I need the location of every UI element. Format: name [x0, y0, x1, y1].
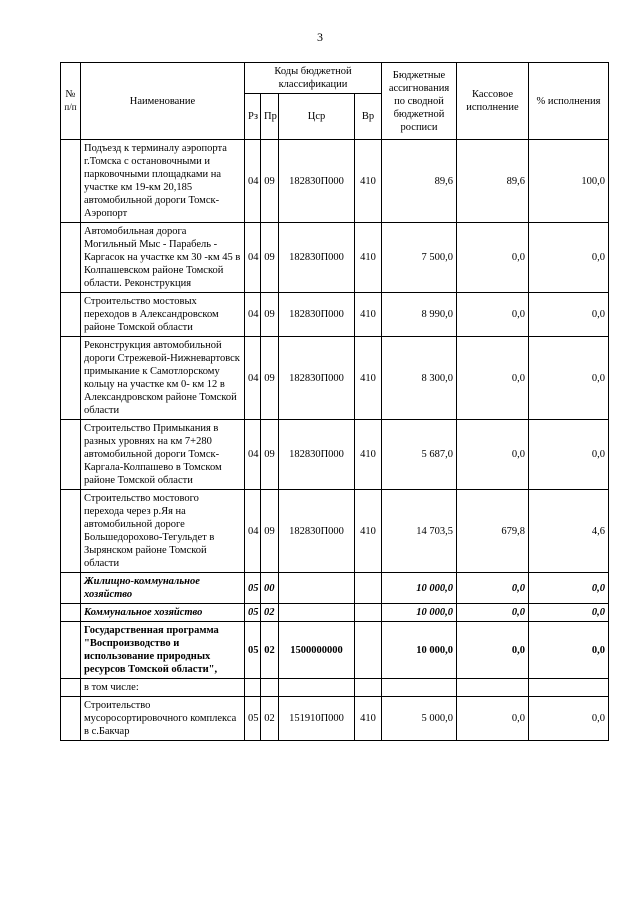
cell-budget: 5 000,0 — [382, 697, 457, 741]
cell-rz: 04 — [245, 223, 261, 293]
cell-number — [61, 604, 81, 622]
cell-csr: 182830П000 — [279, 337, 355, 420]
cell-rz: 04 — [245, 293, 261, 337]
cell-pr — [261, 679, 279, 697]
cell-name: Строительство мостового перехода через р.Яя на автомобильной дороге Большедорохово-Тегульдет в Зырянском районе Томской области — [81, 490, 245, 573]
cell-rz: 05 — [245, 697, 261, 741]
cell-pr: 09 — [261, 490, 279, 573]
cell-rz: 04 — [245, 337, 261, 420]
header-pr: Пр — [261, 94, 279, 140]
cell-csr: 182830П000 — [279, 223, 355, 293]
header-name: Наименование — [81, 63, 245, 140]
cell-percent: 0,0 — [529, 697, 609, 741]
cell-rz: 05 — [245, 604, 261, 622]
cell-cash: 0,0 — [457, 223, 529, 293]
cell-cash: 0,0 — [457, 573, 529, 604]
table-row — [61, 697, 609, 741]
cell-percent — [529, 679, 609, 697]
cell-number — [61, 697, 81, 741]
cell-vr: 410 — [355, 697, 382, 741]
cell-percent: 0,0 — [529, 337, 609, 420]
table-row — [61, 223, 609, 293]
header-rz: Рз — [245, 94, 261, 140]
table-row — [61, 573, 609, 604]
cell-pr: 00 — [261, 573, 279, 604]
cell-cash: 0,0 — [457, 697, 529, 741]
budget-table — [60, 62, 609, 741]
cell-rz: 05 — [245, 573, 261, 604]
cell-pr: 02 — [261, 622, 279, 679]
cell-number — [61, 337, 81, 420]
cell-budget: 8 990,0 — [382, 293, 457, 337]
cell-name: Государственная программа "Воспроизводство и использование природных ресурсов Томской области", — [81, 622, 245, 679]
cell-cash: 89,6 — [457, 140, 529, 223]
cell-csr: 1500000000 — [279, 622, 355, 679]
cell-name: Автомобильная дорога Могильный Мыс - Парабель - Каргасок на участке км 30 -км 45 в Колпашевском районе Томской области. Реконструкция — [81, 223, 245, 293]
cell-pr: 09 — [261, 420, 279, 490]
header-vr: Вр — [355, 94, 382, 140]
page-number: 3 — [317, 30, 323, 44]
cell-csr: 151910П000 — [279, 697, 355, 741]
cell-pr: 09 — [261, 140, 279, 223]
cell-vr: 410 — [355, 490, 382, 573]
cell-vr: 410 — [355, 293, 382, 337]
cell-number — [61, 140, 81, 223]
header-csr: Цср — [279, 94, 355, 140]
cell-percent: 4,6 — [529, 490, 609, 573]
table-row — [61, 679, 609, 697]
cell-pr: 09 — [261, 223, 279, 293]
table-row — [61, 337, 609, 420]
cell-rz: 04 — [245, 140, 261, 223]
cell-csr — [279, 604, 355, 622]
cell-cash: 679,8 — [457, 490, 529, 573]
cell-cash: 0,0 — [457, 420, 529, 490]
header-codes: Коды бюджетной классификации — [245, 63, 382, 94]
cell-name: Строительство мостовых переходов в Александровском районе Томской области — [81, 293, 245, 337]
cell-name: Строительство мусоросортировочного комплекса в с.Бакчар — [81, 697, 245, 741]
cell-number — [61, 223, 81, 293]
cell-percent: 0,0 — [529, 223, 609, 293]
cell-csr: 182830П000 — [279, 490, 355, 573]
cell-vr: 410 — [355, 223, 382, 293]
cell-pr: 09 — [261, 337, 279, 420]
table-body — [61, 140, 609, 741]
cell-budget: 5 687,0 — [382, 420, 457, 490]
cell-vr — [355, 604, 382, 622]
cell-name: Жилищно-коммунальное хозяйство — [81, 573, 245, 604]
cell-name: Подъезд к терминалу аэропорта г.Томска с остановочными и парковочными площадками на участке км 19-км 20,185 автомобильной дороги Томск-Аэропорт — [81, 140, 245, 223]
cell-vr: 410 — [355, 140, 382, 223]
header-percent: % исполнения — [529, 63, 609, 140]
cell-budget: 10 000,0 — [382, 622, 457, 679]
cell-csr — [279, 679, 355, 697]
header-budget: Бюджетные ассигнования по сводной бюджетной росписи — [382, 63, 457, 140]
cell-number — [61, 490, 81, 573]
cell-budget: 10 000,0 — [382, 604, 457, 622]
cell-number — [61, 293, 81, 337]
cell-pr: 02 — [261, 604, 279, 622]
cell-vr — [355, 679, 382, 697]
table-row — [61, 604, 609, 622]
table-row — [61, 140, 609, 223]
cell-budget: 8 300,0 — [382, 337, 457, 420]
cell-name: Реконструкция автомобильной дороги Стрежевой-Нижневартовск примыкание к Самотлорскому кольцу на участке км 0- км 12 в Александровском районе Томской области — [81, 337, 245, 420]
cell-vr: 410 — [355, 420, 382, 490]
cell-rz: 05 — [245, 622, 261, 679]
cell-percent: 0,0 — [529, 622, 609, 679]
cell-budget — [382, 679, 457, 697]
cell-vr — [355, 573, 382, 604]
cell-vr — [355, 622, 382, 679]
cell-name: Строительство Примыкания в разных уровнях на км 7+280 автомобильной дороги Томск-Каргала-Колпашево в Томском районе Томской области — [81, 420, 245, 490]
cell-number — [61, 573, 81, 604]
cell-number — [61, 622, 81, 679]
header-cash: Кассовое исполнение — [457, 63, 529, 140]
cell-budget: 7 500,0 — [382, 223, 457, 293]
table-row — [61, 622, 609, 679]
cell-budget: 14 703,5 — [382, 490, 457, 573]
cell-csr: 182830П000 — [279, 420, 355, 490]
cell-percent: 0,0 — [529, 293, 609, 337]
cell-rz — [245, 679, 261, 697]
cell-cash: 0,0 — [457, 337, 529, 420]
cell-csr: 182830П000 — [279, 293, 355, 337]
cell-cash: 0,0 — [457, 622, 529, 679]
cell-budget: 10 000,0 — [382, 573, 457, 604]
cell-pr: 02 — [261, 697, 279, 741]
cell-rz: 04 — [245, 490, 261, 573]
cell-percent: 100,0 — [529, 140, 609, 223]
cell-rz: 04 — [245, 420, 261, 490]
table-row — [61, 420, 609, 490]
cell-cash: 0,0 — [457, 604, 529, 622]
cell-vr: 410 — [355, 337, 382, 420]
cell-name: в том числе: — [81, 679, 245, 697]
cell-cash: 0,0 — [457, 293, 529, 337]
table-row — [61, 490, 609, 573]
cell-budget: 89,6 — [382, 140, 457, 223]
cell-percent: 0,0 — [529, 573, 609, 604]
header-number: № п/п — [61, 63, 81, 140]
cell-percent: 0,0 — [529, 420, 609, 490]
cell-percent: 0,0 — [529, 604, 609, 622]
cell-pr: 09 — [261, 293, 279, 337]
cell-name: Коммунальное хозяйство — [81, 604, 245, 622]
cell-number — [61, 420, 81, 490]
cell-csr — [279, 573, 355, 604]
table-row — [61, 293, 609, 337]
cell-cash — [457, 679, 529, 697]
cell-number — [61, 679, 81, 697]
cell-csr: 182830П000 — [279, 140, 355, 223]
